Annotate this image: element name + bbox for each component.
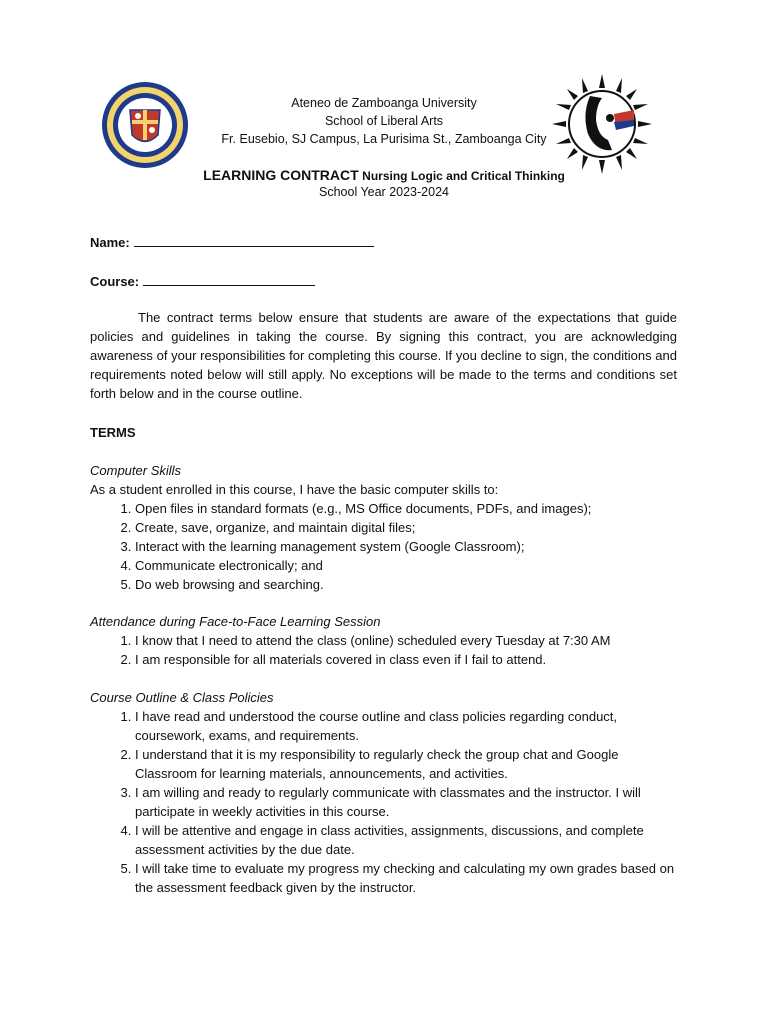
list-item: 5. Do web browsing and searching. [135, 575, 680, 594]
list-item: 2. I am responsible for all materials covered in class even if I fail to attend. [135, 650, 680, 669]
campus-address: Fr. Eusebio, SJ Campus, La Purisima St., Zamboanga City [221, 132, 547, 146]
attendance-section [90, 612, 680, 669]
title-subject: Nursing Logic and Critical Thinking [362, 169, 565, 183]
attendance-list [90, 631, 680, 669]
list-item: 3. I am willing and ready to regularly communicate with classmates and the instructor. I will participate in weekly activities in this course. [135, 783, 680, 821]
course-field [90, 273, 315, 289]
computer-skills-lead: As a student enrolled in this course, I have the basic computer skills to: [90, 482, 499, 497]
computer-skills-section [90, 461, 680, 594]
list-item: 4. Communicate electronically; and [135, 556, 680, 575]
list-item: 4. I will be attentive and engage in class activities, assignments, discussions, and complete assessment activities by the due date. [135, 821, 680, 859]
list-item: 1. Open files in standard formats (e.g., MS Office documents, PDFs, and images); [135, 499, 680, 518]
list-item: 5. I will take time to evaluate my progress my checking and calculating my own grades based on the assessment feedback given by the instructor. [135, 859, 680, 897]
university-name: Ateneo de Zamboanga University [291, 96, 477, 110]
attendance-heading: Attendance during Face-to-Face Learning Session [90, 614, 381, 629]
list-item: 1. I have read and understood the course outline and class policies regarding conduct, coursework, exams, and requirements. [135, 707, 680, 745]
list-item: 1. I know that I need to attend the class (online) scheduled every Tuesday at 7:30 AM [135, 631, 680, 650]
course-label: Course: [90, 274, 140, 289]
title-main: LEARNING CONTRACT [203, 167, 359, 183]
school-name: School of Liberal Arts [324, 114, 444, 128]
name-blank-line[interactable] [134, 234, 374, 247]
list-item: 2. I understand that it is my responsibility to regularly check the group chat and Google Classroom for learning materials, announcements, and activities. [135, 745, 680, 783]
name-field [90, 234, 374, 250]
letterhead [190, 94, 578, 148]
computer-skills-list [90, 499, 680, 594]
list-item: 2. Create, save, organize, and maintain digital files; [135, 518, 680, 537]
course-outline-heading: Course Outline & Class Policies [90, 690, 274, 705]
computer-skills-heading: Computer Skills [90, 463, 182, 478]
school-year: School Year 2023-2024 [319, 185, 449, 199]
terms-heading: TERMS [90, 425, 136, 440]
course-outline-list [90, 707, 680, 897]
university-seal-logo [100, 80, 190, 170]
course-outline-section [90, 688, 680, 897]
list-item: 3. Interact with the learning management system (Google Classroom); [135, 537, 680, 556]
name-label: Name: [90, 235, 130, 250]
document-title [140, 166, 628, 185]
intro-paragraph: The contract terms below ensure that students are aware of the expectations that guide policies and guidelines in taking the course. By signing this contract, you are acknowledging awareness of your responsibilities for completing this course. If you decline to sign, the conditions and requirements noted below will still apply. No exceptions will be made to the terms and conditions set forth below and in the course outline. [90, 310, 677, 401]
course-blank-line[interactable] [143, 273, 315, 286]
